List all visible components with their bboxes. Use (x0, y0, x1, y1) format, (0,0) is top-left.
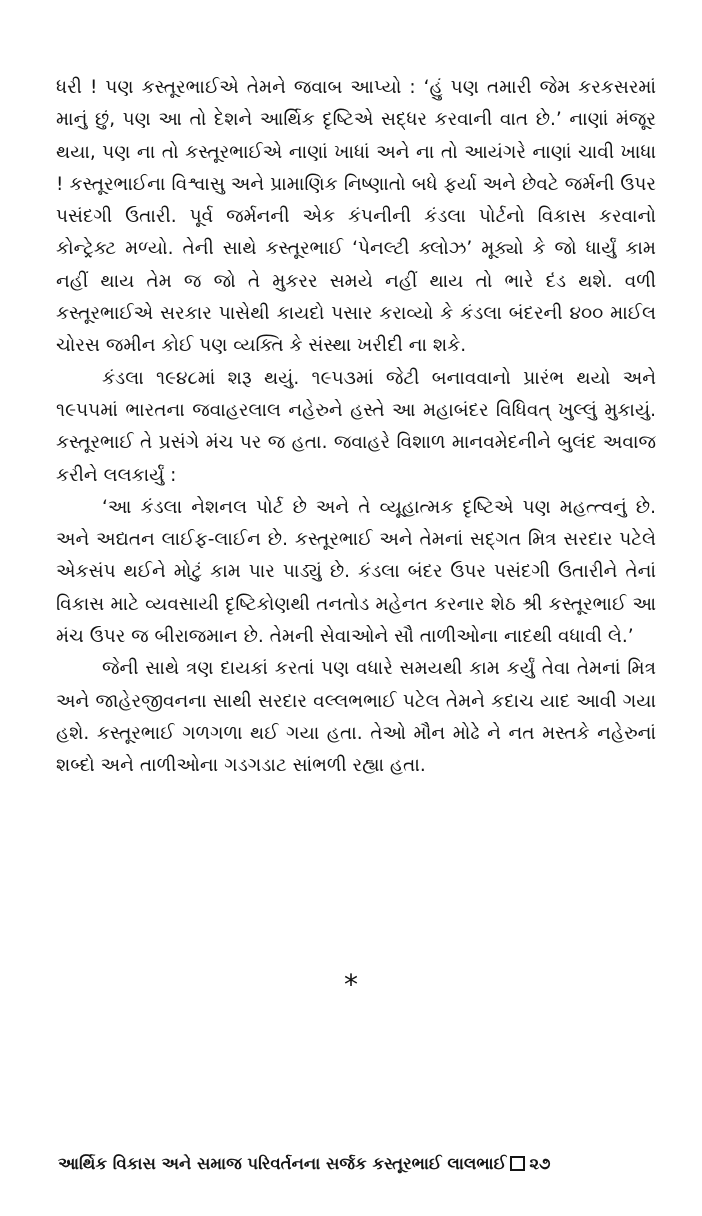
paragraph-sardar-memory: જેની સાથે ત્રણ દાયકાં કરતાં પણ વધારે સમયથી કામ કર્યું તેવા તેમનાં મિત્ર અને જાહેરજીવનના સાથી સરદાર વલ્લભભાઈ પટેલ તેમને કદાચ યાદ આવી ગયા હશે. કસ્તૂરભાઈ ગળગળા થઈ ગયા હતા. તેઓ મૌન મોઢે ને નત મસ્તકે નહેરુનાં શબ્દો અને તાળીઓના ગડગડાટ સાંભળી રહ્યા હતા. (56, 658, 656, 777)
paragraph-continued: ધરી ! પણ કસ્તૂરભાઈએ તેમને જવાબ આપ્યો : ‘હું પણ તમારી જેમ કરકસરમાં માનું છું, પણ આ તો દેશને આર્થિક દૃષ્ટિએ સદ્ધર કરવાની વાત છે.’ નાણાં મંજૂર થયા, પણ ના તો કસ્તૂરભાઈએ નાણાં ખાધાં અને ના તો આયંગરે નાણાં ચાવી ખાધા ! કસ્તૂરભાઈના વિશ્વાસુ અને પ્રામાણિક નિષ્ણાતો બધે ફર્યા અને છેવટે જર્મની ઉપર પસંદગી ઉતારી. પૂર્વ જર્મનની એક કંપનીની કંડલા પોર્ટનો વિકાસ કરવાનો કોન્ટ્રેક્ટ મળ્યો. તેની સાથે કસ્તૂરભાઈ ‘પેનલ્ટી ક્લોઝ’ મૂક્યો કે જો ધાર્યું કામ નહીં થાય તેમ જ જો તે મુકરર સમયે નહીં થાય તો ભારે દંડ થશે. વળી કસ્તૂરભાઈએ સરકાર પાસેથી કાયદો પસાર કરાવ્યો કે કંડલા બંદરની ૪૦૦ માઈલ ચોરસ જમીન કોઈ પણ વ્યક્તિ કે સંસ્થા ખરીદી ના શકે. (56, 77, 656, 357)
page-footer (58, 1152, 648, 1176)
section-separator: * (344, 968, 358, 1001)
footer-box-icon (510, 1156, 525, 1171)
paragraph-nehru-quote: ‘આ કંડલા નેશનલ પોર્ટ છે અને તે વ્યૂહાત્મક દૃષ્ટિએ પણ મહત્ત્વનું છે. અને અદ્યતન લાઈફ-લાઈન છે. કસ્તૂરભાઈ અને તેમનાં સદ્ગત મિત્ર સરદાર પટેલે એકસંપ થઈને મોટું કામ પાર પાડ્યું છે. કંડલા બંદર ઉપર પસંદગી ઉતારીને તેનાં વિકાસ માટે વ્યવસાયી દૃષ્ટિકોણથી તનતોડ મહેનત કરનાર શેઠ શ્રી કસ્તૂરભાઈ આ મંચ ઉપર જ બીરાજમાન છે. તેમની સેવાઓને સૌ તાળીઓના નાદથી વધાવી લે.’ (56, 496, 656, 648)
body-text (56, 72, 656, 783)
page-number: ૨૭ (529, 1154, 551, 1173)
paragraph-kandla-history: કંડલા ૧૯૪૮માં શરૂ થયું. ૧૯૫૩માં જેટી બનાવવાનો પ્રારંભ થયો અને ૧૯૫૫માં ભારતના જવાહરલાલ નહેરુને હસ્તે આ મહાબંદર વિધિવત્ ખુલ્લું મુકાયું. કસ્તૂરભાઈ તે પ્રસંગે મંચ પર જ હતા. જવાહરે વિશાળ માનવમેદનીને બુલંદ અવાજ કરીને લલકાર્યું : (56, 367, 656, 486)
book-title: આર્થિક વિકાસ અને સમાજ પરિવર્તનના સર્જક કસ્તૂરભાઈ લાલભાઈ (58, 1154, 507, 1173)
